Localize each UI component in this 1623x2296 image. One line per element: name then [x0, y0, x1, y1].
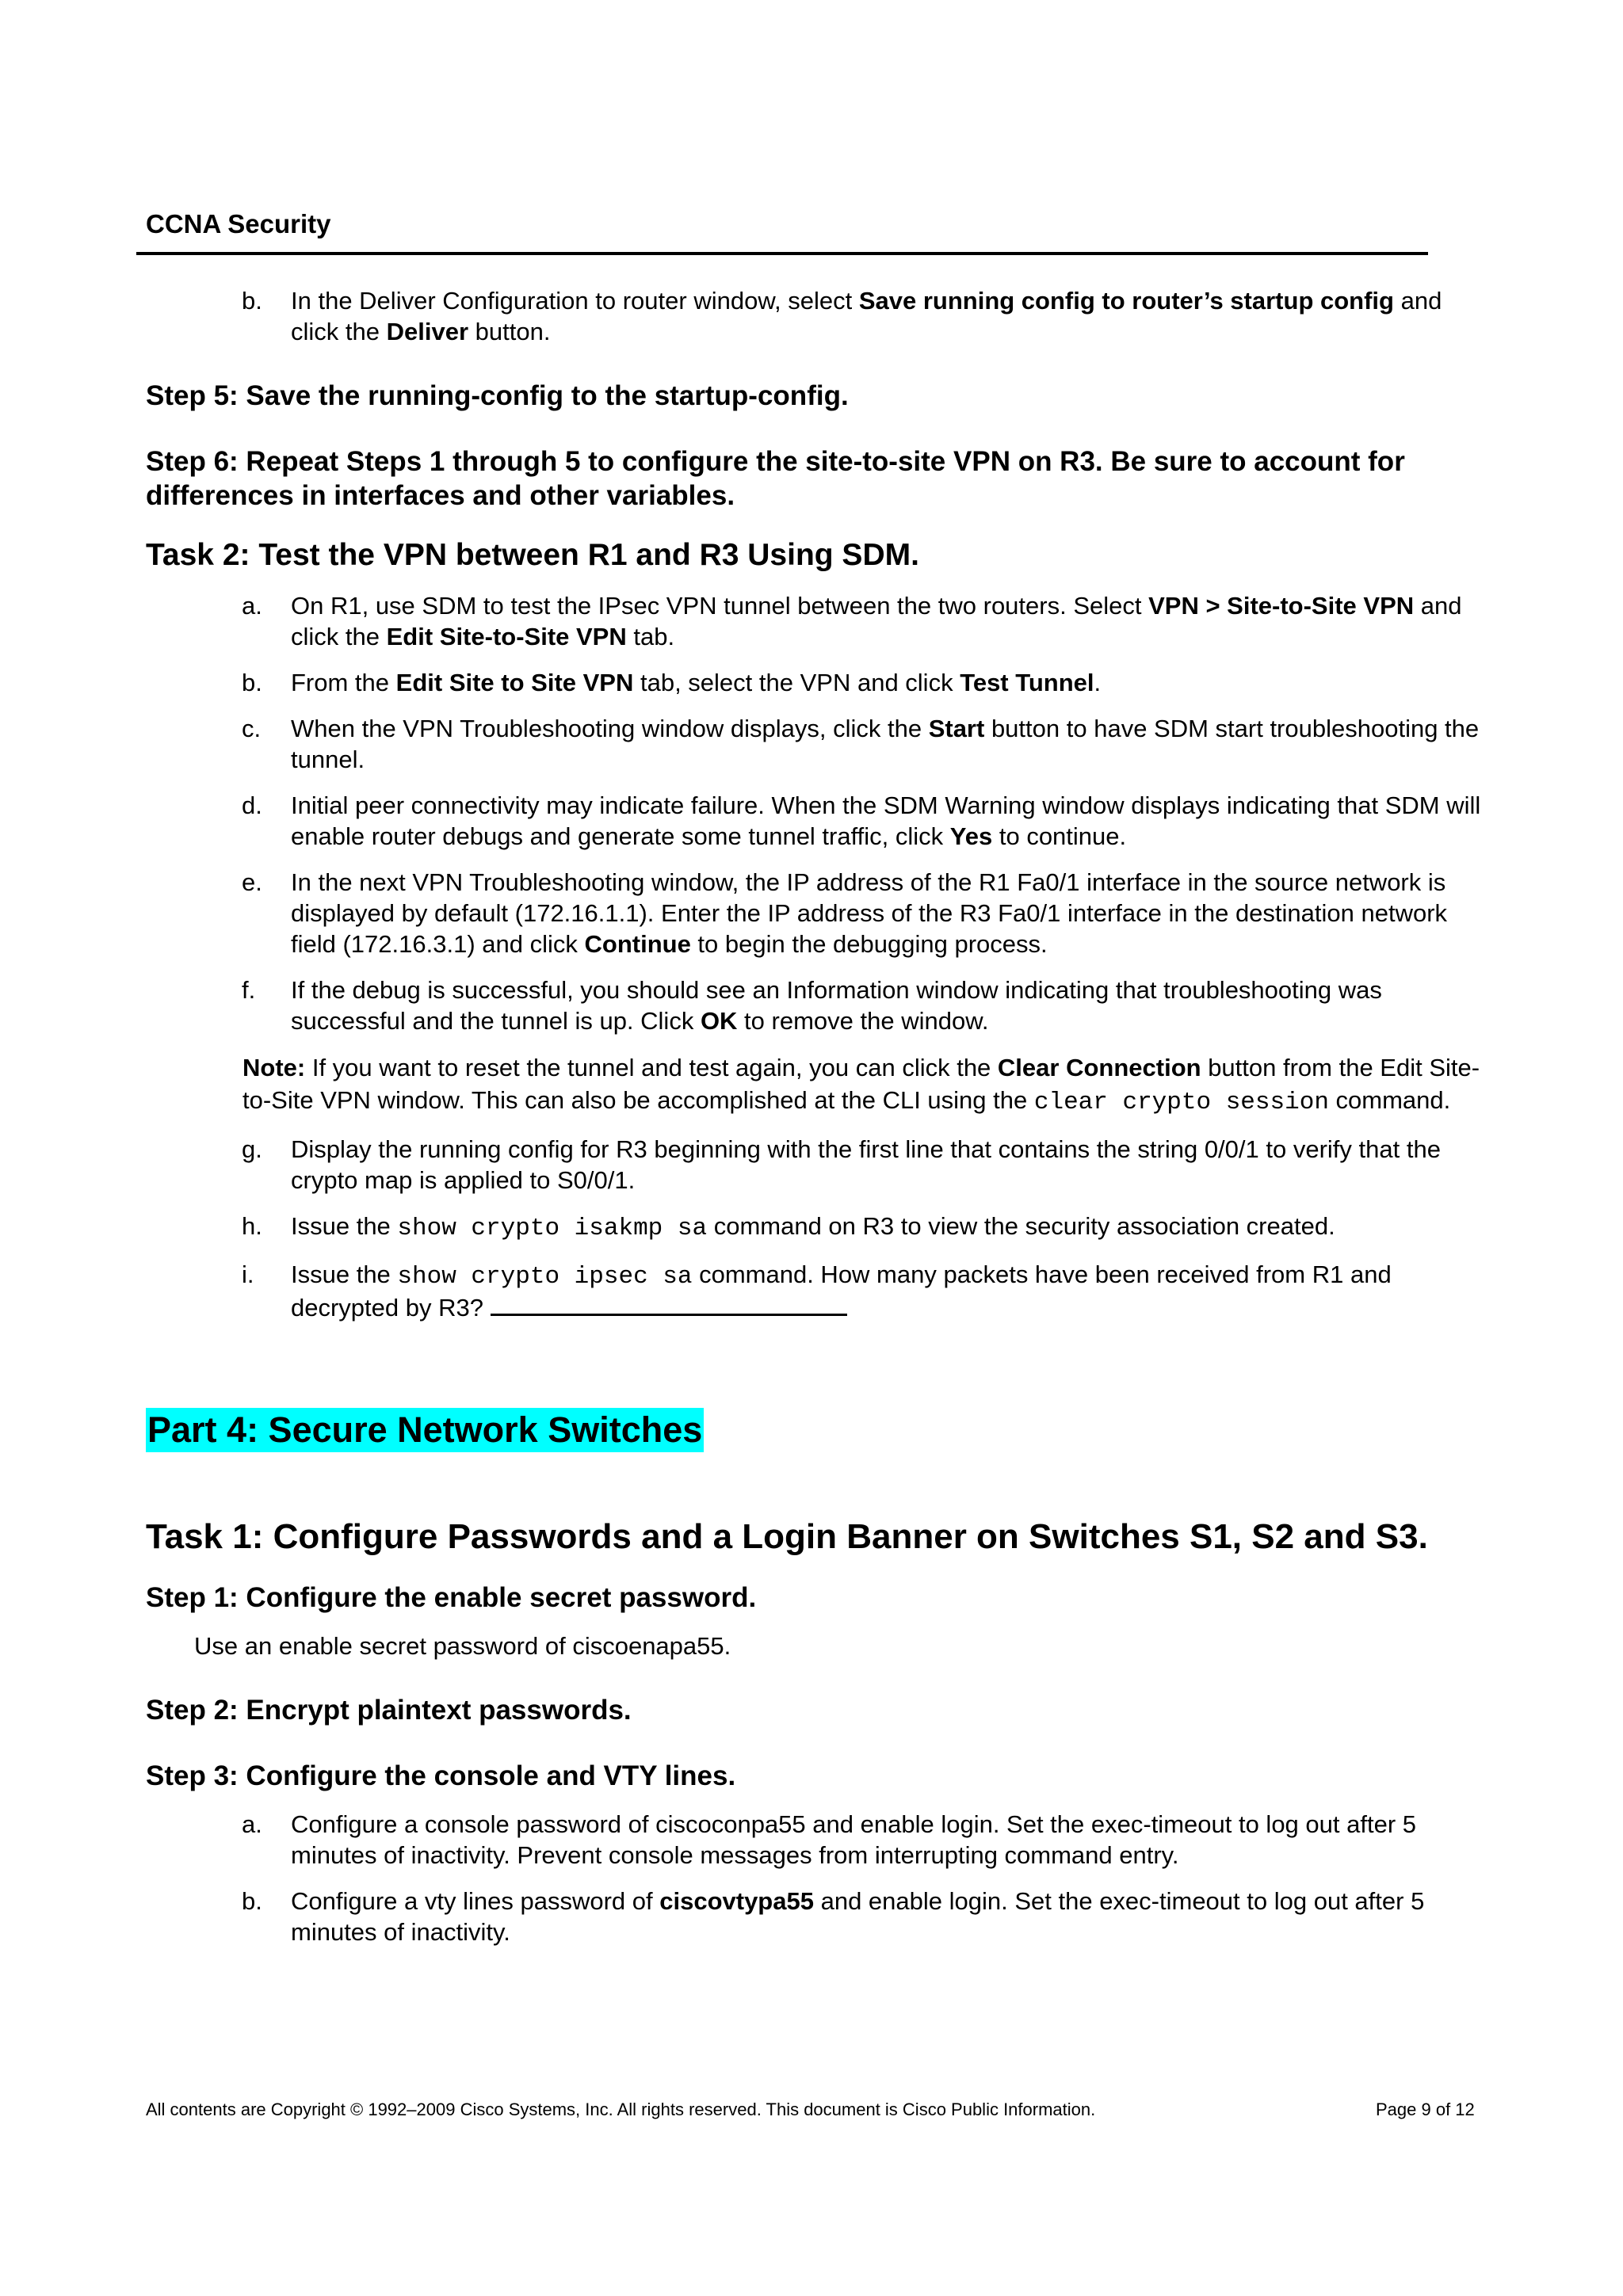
footer-page-number: Page 9 of 12 — [1376, 2100, 1475, 2119]
task2-item-h: h. Issue the show crypto isakmp sa command on R3 to view the security association created. — [242, 1212, 1335, 1242]
intro-item-b: b. In the Deliver Configuration to router window, select Save running config to router’s startup config and click the Deliver button. — [242, 287, 1442, 345]
task2-item-c: c. When the VPN Troubleshooting window displays, click the Start button to have SDM start troubleshooting the tunnel. — [242, 715, 1480, 773]
cli-command: clear crypto session — [1033, 1089, 1329, 1116]
task2-item-f: f. If the debug is successful, you should see an Information window indicating that troubleshooting was successful and the tunnel is up. Click OK to remove the window. — [242, 976, 1382, 1035]
step5-heading: Step 5: Save the running-config to the startup-config. — [146, 380, 849, 411]
step3-heading: Step 3: Configure the console and VTY lines. — [146, 1760, 736, 1791]
task2-item-b: b. From the Edit Site to Site VPN tab, select the VPN and click Test Tunnel. — [242, 669, 1102, 696]
task2-item-i: i. Issue the show crypto ipsec sa command. How many packets have been received from R1 and decrypted by R3? — [242, 1261, 1392, 1322]
step1-text: Use an enable secret password of ciscoenapa55. — [194, 1632, 731, 1660]
task2-item-e: e. In the next VPN Troubleshooting window, the IP address of the R1 Fa0/1 interface in the source network is displayed by default (172.16.1.1). Enter the IP address of the R3 Fa0/1 interface in the destination network field (172.16.3.1) and click Continue to begin the debugging process. — [242, 868, 1448, 958]
footer-copyright: All contents are Copyright © 1992–2009 Cisco Systems, Inc. All rights reserved. This document is Cisco Public Information. — [146, 2100, 1096, 2119]
step6-heading: Step 6: Repeat Steps 1 through 5 to configure the site-to-site VPN on R3. Be sure to account for differences in interfaces and other variables. — [146, 446, 1405, 511]
task2-heading: Task 2: Test the VPN between R1 and R3 Using SDM. — [146, 538, 919, 572]
step1-heading: Step 1: Configure the enable secret password. — [146, 1582, 757, 1613]
item-label: b. — [242, 287, 262, 315]
step2-heading: Step 2: Encrypt plaintext passwords. — [146, 1695, 632, 1726]
task1-item-b: b. Configure a vty lines password of ciscovtypa55 and enable login. Set the exec-timeout to log out after 5 minutes of inactivity. — [242, 1887, 1425, 1946]
task2-item-d: d. Initial peer connectivity may indicate failure. When the SDM Warning window displays indicating that SDM will enable router debugs and generate some tunnel traffic, click Yes to continue. — [242, 791, 1481, 850]
task2-item-a: a. On R1, use SDM to test the IPsec VPN tunnel between the two routers. Select VPN > Site-to-Site VPN and click the Edit Site-to-Site VPN tab. — [242, 592, 1462, 650]
header-title: CCNA Security — [146, 209, 331, 238]
part4-heading: Part 4: Secure Network Switches — [146, 1408, 704, 1452]
task2-item-g: g. Display the running config for R3 beginning with the first line that contains the string 0/0/1 to verify that the crypto map is applied to S0/0/1. — [242, 1135, 1441, 1194]
header-rule — [136, 252, 1428, 255]
task2-note: Note: If you want to reset the tunnel and test again, you can click the Clear Connection button from the Edit Site-to-Site VPN window. This can also be accomplished at the CLI using the clear crypto session command. — [242, 1054, 1480, 1116]
answer-blank[interactable] — [491, 1293, 847, 1316]
cli-command: show crypto ipsec sa — [397, 1263, 693, 1291]
task1-item-a: a. Configure a console password of ciscoconpa55 and enable login. Set the exec-timeout to log out after 5 minutes of inactivity. Prevent console messages from interrupting command entry. — [242, 1810, 1417, 1869]
content — [146, 285, 1493, 1962]
task1-heading: Task 1: Configure Passwords and a Login Banner on Switches S1, S2 and S3. — [146, 1517, 1428, 1556]
cli-command: show crypto isakmp sa — [397, 1215, 708, 1242]
